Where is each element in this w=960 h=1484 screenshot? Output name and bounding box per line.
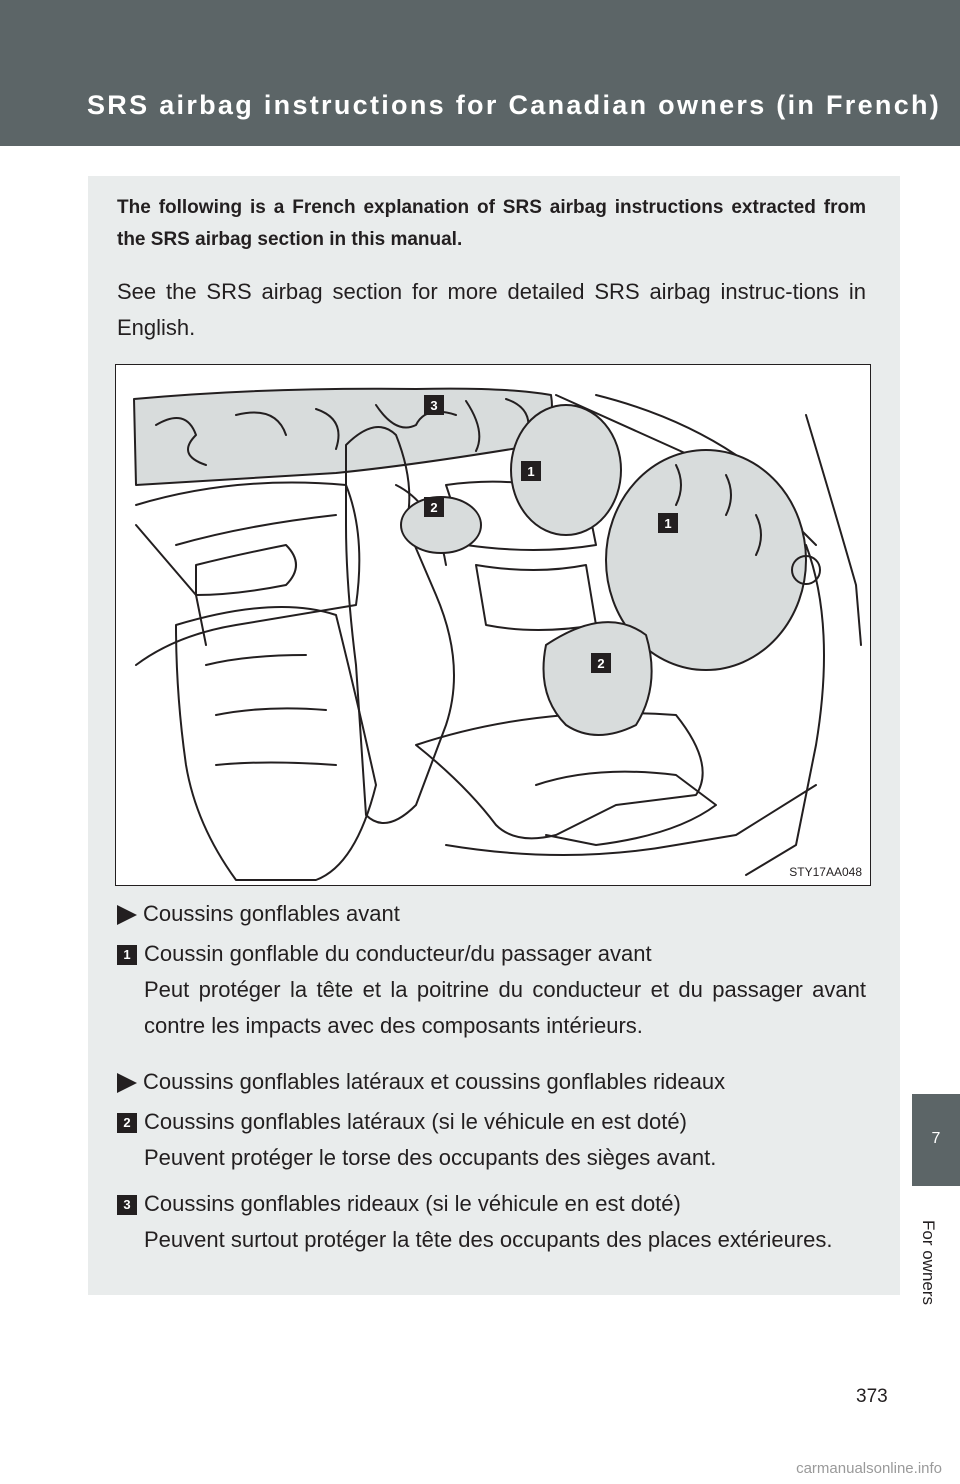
triangle-bullet-icon (117, 905, 137, 925)
chapter-tab[interactable] (912, 1094, 960, 1186)
section-heading-side (117, 1064, 866, 1100)
callout-label: 2 (430, 500, 438, 515)
airbag-list (117, 890, 866, 1258)
chapter-number: 7 (931, 1130, 941, 1147)
page-header (0, 0, 960, 146)
page-title: SRS airbag instructions for Canadian owners (in French) (87, 90, 942, 120)
intro-text: See the SRS airbag section for more detailed SRS airbag instruc-tions in English. (117, 279, 866, 340)
callout-badge-2 (591, 653, 611, 673)
list-item (117, 1186, 866, 1258)
item-title: Coussins gonflables latéraux (si le véhicule en est doté) (144, 1109, 687, 1134)
triangle-bullet-icon (117, 1073, 137, 1093)
watermark: carmanualsonline.info (796, 1460, 942, 1477)
callout-label: 1 (527, 464, 535, 479)
page-number: 373 (856, 1386, 888, 1407)
passenger-side-airbag-shape (544, 622, 652, 735)
curtain-airbag-shape (134, 389, 552, 485)
callout-badge-1 (658, 513, 678, 533)
list-item (117, 1104, 866, 1176)
item-description: Peut protéger la tête et la poitrine du conducteur et du passager avant contre les impacts avec des composants intérieurs. (144, 977, 866, 1038)
callout-label: 2 (597, 656, 605, 671)
item-title: Coussins gonflables rideaux (si le véhicule en est doté) (144, 1191, 681, 1216)
airbag-illustration (115, 364, 871, 886)
chapter-label: For owners (919, 1220, 938, 1306)
section-heading-text: Coussins gonflables avant (143, 901, 400, 926)
callout-badge-3 (424, 395, 444, 415)
item-title: Coussin gonflable du conducteur/du passager avant (144, 941, 652, 966)
callout-badge-1 (521, 461, 541, 481)
number-badge: 2 (117, 1113, 137, 1133)
callout-label: 3 (430, 398, 438, 413)
section-heading-text: Coussins gonflables latéraux et coussins gonflables rideaux (143, 1069, 726, 1094)
airbag-diagram (116, 365, 871, 886)
number-badge: 3 (117, 1195, 137, 1215)
figure-code: STY17AA048 (789, 865, 862, 879)
callout-label: 1 (664, 516, 672, 531)
intro-bold-text: The following is a French explanation of SRS airbag instructions extracted from the SRS airbag section in this manual. (117, 197, 866, 250)
item-description: Peuvent protéger le torse des occupants des sièges avant. (144, 1145, 717, 1170)
section-heading-front (117, 896, 866, 932)
list-item (117, 936, 866, 1044)
number-badge: 1 (117, 945, 137, 965)
item-description: Peuvent surtout protéger la tête des occupants des places extérieures. (144, 1227, 833, 1252)
callout-badge-2 (424, 497, 444, 517)
